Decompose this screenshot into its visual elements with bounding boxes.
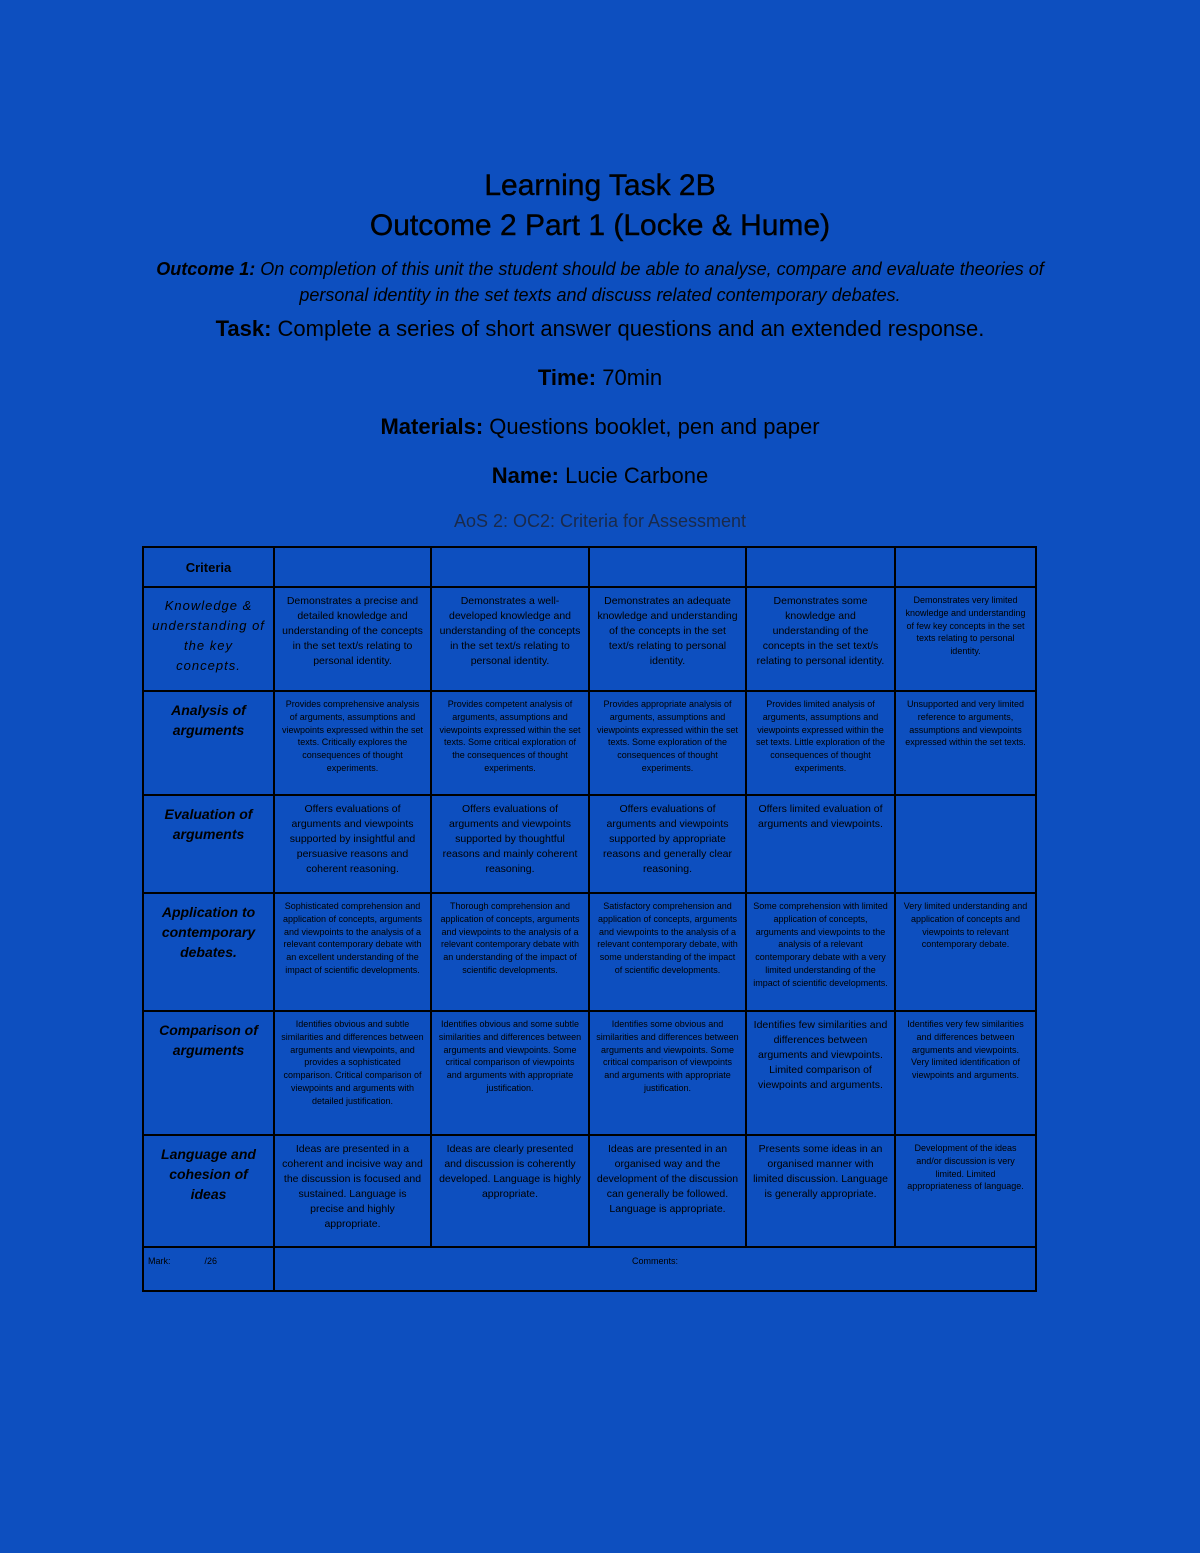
rubric-cell: Demonstrates an adequate knowledge and understanding of the concepts in the set text/s relating to personal identity.: [589, 587, 746, 691]
rubric-cell: Demonstrates a precise and detailed knowledge and understanding of the concepts in the set text/s relating to personal identity.: [274, 587, 431, 691]
criterion-label: Comparison of arguments: [143, 1011, 274, 1135]
rubric-cell: Satisfactory comprehension and application of concepts, arguments and viewpoints to the analysis of a relevant contemporary debate, with some understanding of the impact of scientific developments.: [589, 893, 746, 1011]
mark-total: /26: [204, 1256, 218, 1266]
criterion-label: Analysis of arguments: [143, 691, 274, 795]
rubric-cell: Presents some ideas in an organised manner with limited discussion. Language is generally appropriate.: [746, 1135, 895, 1247]
mark-label: Mark:: [148, 1256, 171, 1266]
rubric-cell: Identifies obvious and some subtle similarities and differences between arguments and viewpoints. Some critical comparison of viewpoints and arguments with appropriate justification.: [431, 1011, 589, 1135]
rubric-cell: Demonstrates some knowledge and understanding of the concepts in the set text/s relating to personal identity.: [746, 587, 895, 691]
rubric-cell: Provides appropriate analysis of arguments, assumptions and viewpoints expressed within the set texts. Some exploration of the consequences of thought experiments.: [589, 691, 746, 795]
rubric-cell: Ideas are presented in an organised way and the development of the discussion can generally be followed. Language is appropriate.: [589, 1135, 746, 1247]
materials-line: [0, 412, 1200, 442]
rubric-cell: Some comprehension with limited application of concepts, arguments and viewpoints to the analysis of a relevant contemporary debate with a very limited understanding of the impact of scientific developments.: [746, 893, 895, 1011]
rubric-cell: Identifies very few similarities and differences between arguments and viewpoints. Very limited identification of viewpoints and arguments.: [895, 1011, 1036, 1135]
rubric-cell: Ideas are clearly presented and discussion is coherently developed. Language is highly appropriate.: [431, 1135, 589, 1247]
time-line: [0, 363, 1200, 393]
criteria-header: Criteria: [143, 547, 274, 587]
task-text: Complete a series of short answer questions and an extended response.: [271, 316, 985, 341]
materials-label: Materials:: [380, 414, 484, 439]
time-label: Time:: [537, 365, 597, 390]
name-label: Name:: [491, 463, 560, 488]
rubric-cell: Ideas are presented in a coherent and incisive way and the discussion is focused and sustained. Language is precise and highly appropriate.: [274, 1135, 431, 1247]
assessment-rubric-table: [142, 546, 1037, 1292]
page-title: Learning Task 2B: [484, 169, 716, 202]
rubric-header-row: [143, 547, 1036, 587]
rubric-cell: Unsupported and very limited reference to arguments, assumptions and viewpoints expressed within the set texts.: [895, 691, 1036, 795]
outcome-statement: [150, 256, 1050, 308]
rubric-row-analysis: [143, 691, 1036, 795]
rubric-cell: Demonstrates a well-developed knowledge and understanding of the concepts in the set text/s relating to personal identity.: [431, 587, 589, 691]
rubric-row-evaluation: [143, 795, 1036, 893]
rubric-cell: Sophisticated comprehension and application of concepts, arguments and viewpoints to the analysis of a relevant contemporary debate with an excellent understanding of the impact of scientific developments.: [274, 893, 431, 1011]
criterion-label: Language and cohesion of ideas: [143, 1135, 274, 1247]
criterion-label: Application to contemporary debates.: [143, 893, 274, 1011]
level-header: [895, 547, 1036, 587]
outcome-label: Outcome 1:: [156, 259, 256, 279]
rubric-row-comparison: [143, 1011, 1036, 1135]
rubric-cell: Offers evaluations of arguments and viewpoints supported by appropriate reasons and generally clear reasoning.: [589, 795, 746, 893]
rubric-cell: Identifies obvious and subtle similarities and differences between arguments and viewpoints, and provides a sophisticated comparison. Critical comparison of viewpoints and arguments with detailed justification.: [274, 1011, 431, 1135]
rubric-cell: Identifies some obvious and similarities and differences between arguments and viewpoints. Some critical comparison of viewpoints and arguments with appropriate justification.: [589, 1011, 746, 1135]
mark-cell: [143, 1247, 274, 1291]
rubric-cell: Provides limited analysis of arguments, assumptions and viewpoints expressed within the set texts. Little exploration of the consequences of thought experiments.: [746, 691, 895, 795]
criterion-label: Evaluation of arguments: [143, 795, 274, 893]
rubric-row-knowledge: [143, 587, 1036, 691]
rubric-cell: Identifies few similarities and differences between arguments and viewpoints. Limited comparison of viewpoints and arguments.: [746, 1011, 895, 1135]
rubric-cell: [895, 795, 1036, 893]
page-subtitle: Outcome 2 Part 1 (Locke & Hume): [369, 209, 831, 242]
task-label: Task:: [215, 316, 272, 341]
rubric-cell: Offers limited evaluation of arguments and viewpoints.: [746, 795, 895, 893]
time-value: 70min: [596, 365, 663, 390]
rubric-cell: Offers evaluations of arguments and viewpoints supported by thoughtful reasons and mainly coherent reasoning.: [431, 795, 589, 893]
rubric-row-language: [143, 1135, 1036, 1247]
rubric-cell: Provides comprehensive analysis of arguments, assumptions and viewpoints expressed within the set texts. Critically explores the consequences of thought experiments.: [274, 691, 431, 795]
rubric-row-application: [143, 893, 1036, 1011]
task-statement: [0, 314, 1200, 344]
rubric-cell: Offers evaluations of arguments and viewpoints supported by insightful and persuasive reasons and coherent reasoning.: [274, 795, 431, 893]
criterion-label: Knowledge & understanding of the key concepts.: [143, 587, 274, 691]
outcome-text: On completion of this unit the student should be able to analyse, compare and evaluate theories of personal identity in the set texts and discuss related contemporary debates.: [255, 259, 1044, 305]
rubric-cell: Provides competent analysis of arguments, assumptions and viewpoints expressed within the set texts. Some critical exploration of the consequences of thought experiments.: [431, 691, 589, 795]
level-header: [431, 547, 589, 587]
level-header: [274, 547, 431, 587]
comments-label: Comments:: [631, 1256, 678, 1266]
rubric-cell: Development of the ideas and/or discussion is very limited. Limited appropriateness of language.: [895, 1135, 1036, 1247]
name-value: Lucie Carbone: [559, 463, 709, 488]
materials-value: Questions booklet, pen and paper: [483, 414, 820, 439]
name-line: [0, 461, 1200, 491]
rubric-footer-row: [143, 1247, 1036, 1291]
section-caption: AoS 2: OC2: Criteria for Assessment: [453, 511, 747, 531]
rubric-cell: Demonstrates very limited knowledge and understanding of few key concepts in the set texts relating to personal identity.: [895, 587, 1036, 691]
rubric-cell: Thorough comprehension and application of concepts, arguments and viewpoints to the analysis of a relevant contemporary debate with an understanding of the impact of scientific developments.: [431, 893, 589, 1011]
level-header: [589, 547, 746, 587]
comments-cell: [274, 1247, 1036, 1291]
rubric-cell: Very limited understanding and application of concepts and viewpoints to relevant contemporary debate.: [895, 893, 1036, 1011]
document-header: [0, 166, 1200, 533]
level-header: [746, 547, 895, 587]
